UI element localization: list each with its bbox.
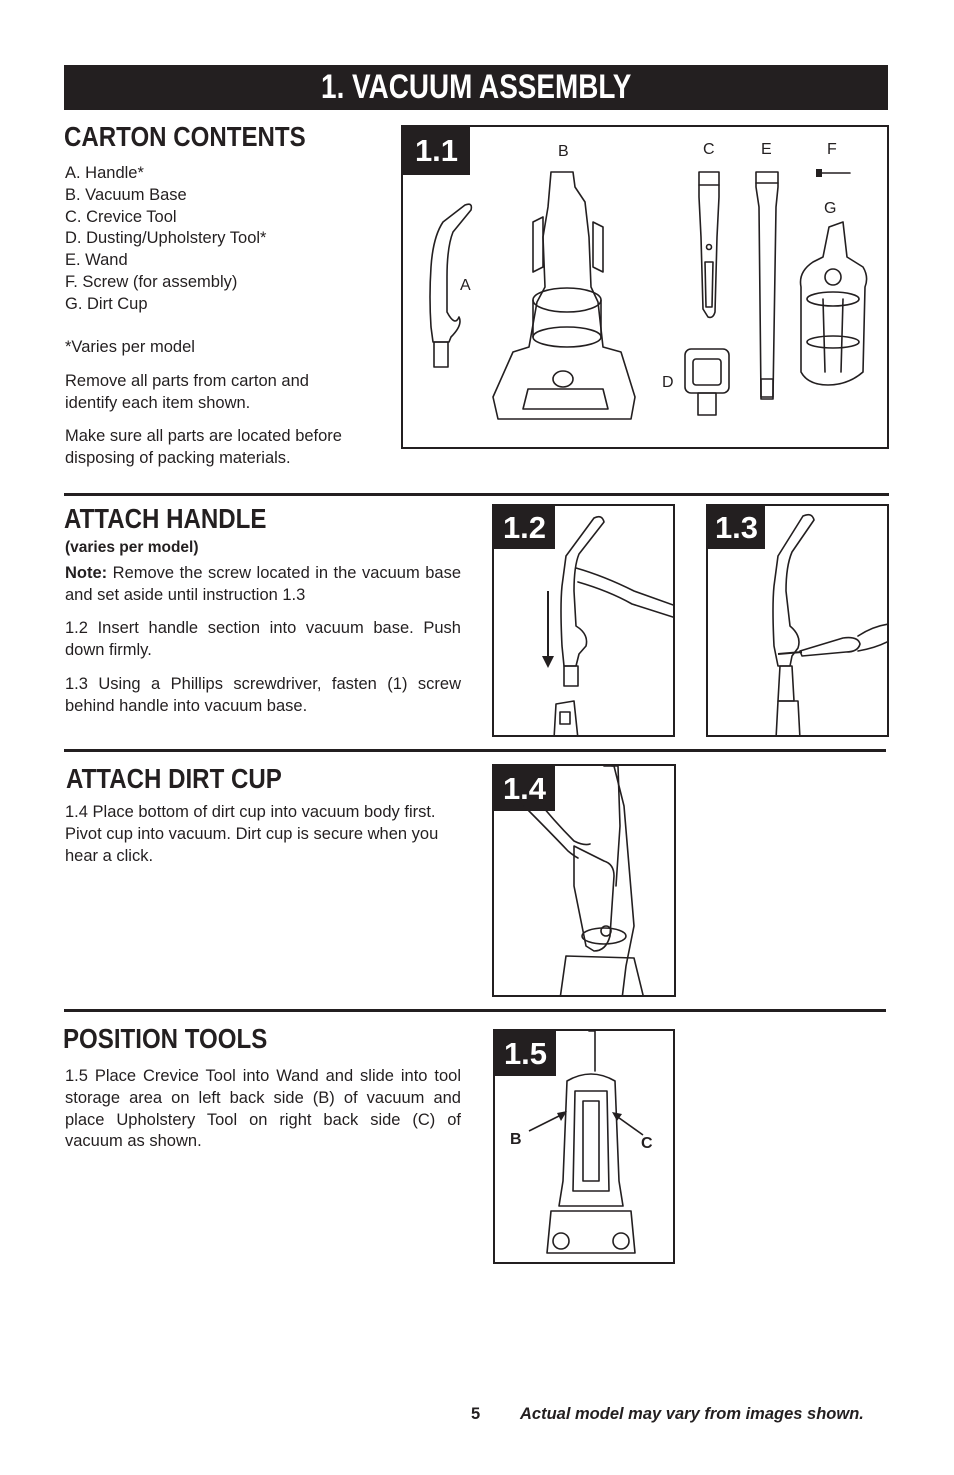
label-a: A bbox=[460, 277, 471, 294]
note-text: Remove the screw located in the vacuum base and set aside until instruction 1.3 bbox=[65, 564, 461, 604]
label-d: D bbox=[662, 374, 674, 391]
position-tools-heading: POSITION TOOLS bbox=[63, 1023, 268, 1054]
varies-subheading: (varies per model) bbox=[65, 539, 199, 556]
label-b: B bbox=[510, 1131, 522, 1148]
section-divider bbox=[64, 749, 886, 752]
figure-tag: 1.2 bbox=[494, 506, 555, 549]
remove-parts-paragraph: Remove all parts from carton and identify each item shown. bbox=[65, 372, 309, 412]
figure-1-5 bbox=[493, 1029, 675, 1264]
label-b: B bbox=[558, 143, 569, 160]
step-1-4-paragraph: 1.4 Place bottom of dirt cup into vacuum body first. Pivot cup into vacuum. Dirt cup is secure when you hear a click. bbox=[65, 803, 439, 865]
note-label: Note: bbox=[65, 564, 108, 582]
attach-dirt-cup-illustration bbox=[494, 766, 676, 997]
figure-1-2 bbox=[492, 504, 675, 737]
insert-handle-illustration bbox=[494, 506, 675, 737]
list-item: E. Wand bbox=[65, 251, 128, 270]
section-title-banner bbox=[64, 65, 888, 110]
locate-parts-paragraph: Make sure all parts are located before disposing of packing materials. bbox=[65, 427, 342, 467]
carton-contents-list bbox=[65, 163, 385, 316]
label-e: E bbox=[761, 141, 772, 158]
figure-1-4 bbox=[492, 764, 676, 997]
fasten-screw-illustration bbox=[708, 506, 889, 737]
figure-tag: 1.1 bbox=[403, 127, 470, 175]
figure-1-1 bbox=[401, 125, 889, 449]
label-c: C bbox=[641, 1135, 653, 1152]
step-1-3-paragraph: 1.3 Using a Phillips screwdriver, fasten (1) screw behind handle into vacuum base. bbox=[65, 675, 461, 715]
carton-contents-heading: CARTON CONTENTS bbox=[64, 121, 306, 152]
attach-dirt-cup-heading: ATTACH DIRT CUP bbox=[66, 763, 282, 794]
label-f: F bbox=[827, 141, 837, 158]
section-title: 1. VACUUM ASSEMBLY bbox=[320, 68, 632, 106]
list-item: C. Crevice Tool bbox=[65, 207, 177, 226]
list-item: F. Screw (for assembly) bbox=[65, 272, 238, 291]
figure-tag: 1.3 bbox=[708, 506, 765, 549]
section-divider bbox=[64, 493, 889, 496]
page-number: 5 bbox=[471, 1405, 481, 1423]
carton-parts-illustration bbox=[403, 127, 889, 449]
step-1-5-paragraph: 1.5 Place Crevice Tool into Wand and slide into tool storage area on left back side (B) of vacuum and place Upholstery Tool on right back side (C) of vacuum as shown. bbox=[65, 1067, 461, 1151]
figure-tag: 1.4 bbox=[494, 766, 555, 811]
list-item: D. Dusting/Upholstery Tool* bbox=[65, 229, 267, 248]
step-1-2-paragraph: 1.2 Insert handle section into vacuum base. Push down firmly. bbox=[65, 619, 461, 659]
section-divider bbox=[64, 1009, 886, 1012]
label-g: G bbox=[824, 200, 837, 217]
figure-1-3 bbox=[706, 504, 889, 737]
model-disclaimer: Actual model may vary from images shown. bbox=[520, 1405, 864, 1423]
handle-note-paragraph bbox=[65, 563, 461, 607]
figure-tag: 1.5 bbox=[495, 1031, 556, 1076]
list-item: A. Handle* bbox=[65, 164, 144, 182]
attach-handle-heading: ATTACH HANDLE bbox=[64, 503, 267, 534]
label-c: C bbox=[703, 141, 715, 158]
list-item: G. Dirt Cup bbox=[65, 294, 148, 313]
list-item: B. Vacuum Base bbox=[65, 185, 187, 204]
varies-note: *Varies per model bbox=[65, 338, 195, 356]
